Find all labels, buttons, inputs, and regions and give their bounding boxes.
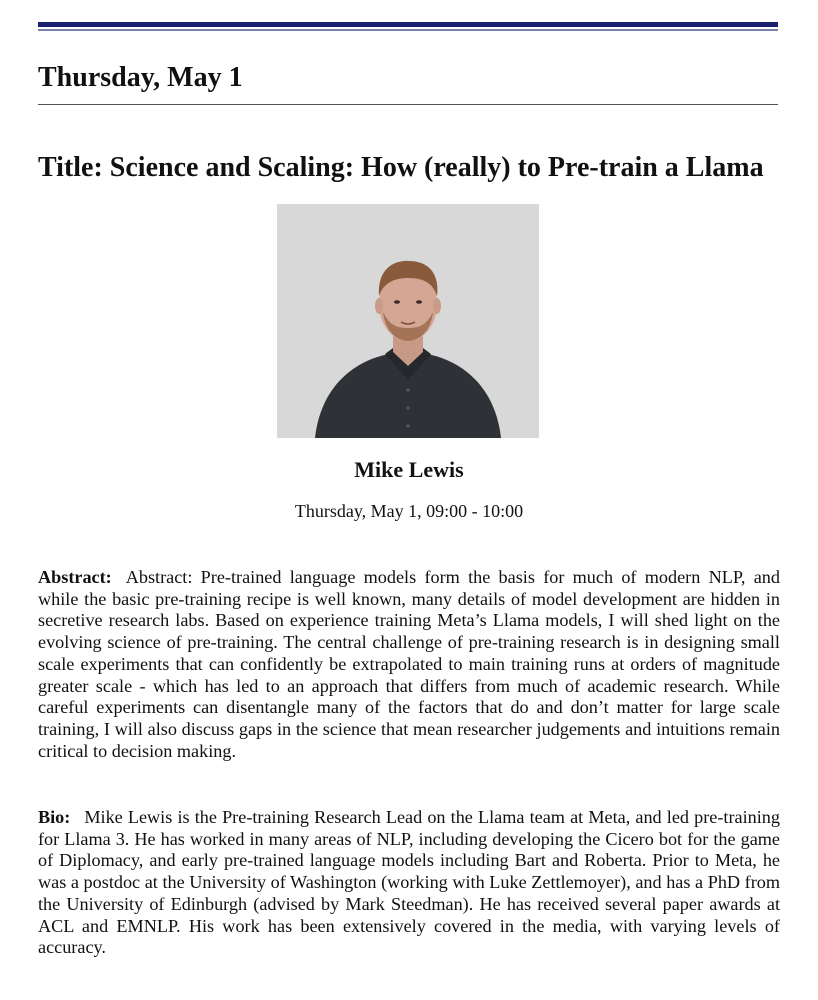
session-time: Thursday, May 1, 09:00 - 10:00 [294, 501, 524, 521]
top-rule-thick [38, 22, 778, 27]
bio-paragraph [38, 807, 780, 959]
top-double-rule [38, 22, 778, 32]
bio-text: Mike Lewis is the Pre-training Research Lead on the Llama team at Meta, and led pre-training for Llama 3. He has worked in many areas of NLP, including developing the Cicero bot for the game of Diplomacy, and early pre-trained language models including Bart and Roberta. Prior to Meta, he was a postdoc at the University of Washington (working with Luke Zettlemoyer), and has a PhD from the University of Edinburgh (advised by Mark Steedman). He has received several paper awards at ACL and EMNLP. His work has been extensively covered in the media, with varying levels of accuracy. [38, 807, 780, 958]
abstract-text: Abstract: Pre-trained language models form the basis for much of modern NLP, and while the basic pre-training recipe is well known, many details of model development are hidden in secretive research labs. Based on experience training Meta’s Llama models, I will shed light on the evolving science of pre-training. The central challenge of pre-training research is in designing small scale experiments that can confidently be extrapolated to main training runs at orders of magnitude greater scale - which has led to an approach that differs from much of academic research. While careful experiments can disentangle many of the factors that do and don’t matter for large scale training, I will also discuss gaps in the science that mean researcher judgements and intuitions remain critical to decision making. [38, 567, 780, 761]
section-divider [38, 104, 778, 105]
bio-label: Bio: [38, 807, 71, 827]
speaker-name: Mike Lewis [354, 457, 464, 482]
top-rule-thin [38, 29, 778, 31]
date-heading: Thursday, May 1 [38, 62, 243, 93]
abstract-paragraph [38, 567, 780, 762]
speaker-portrait-illustration [277, 204, 539, 438]
abstract-label: Abstract: [38, 567, 112, 587]
talk-title: Title: Science and Scaling: How (really) to Pre-train a Llama [38, 152, 764, 183]
speaker-photo [277, 204, 539, 438]
